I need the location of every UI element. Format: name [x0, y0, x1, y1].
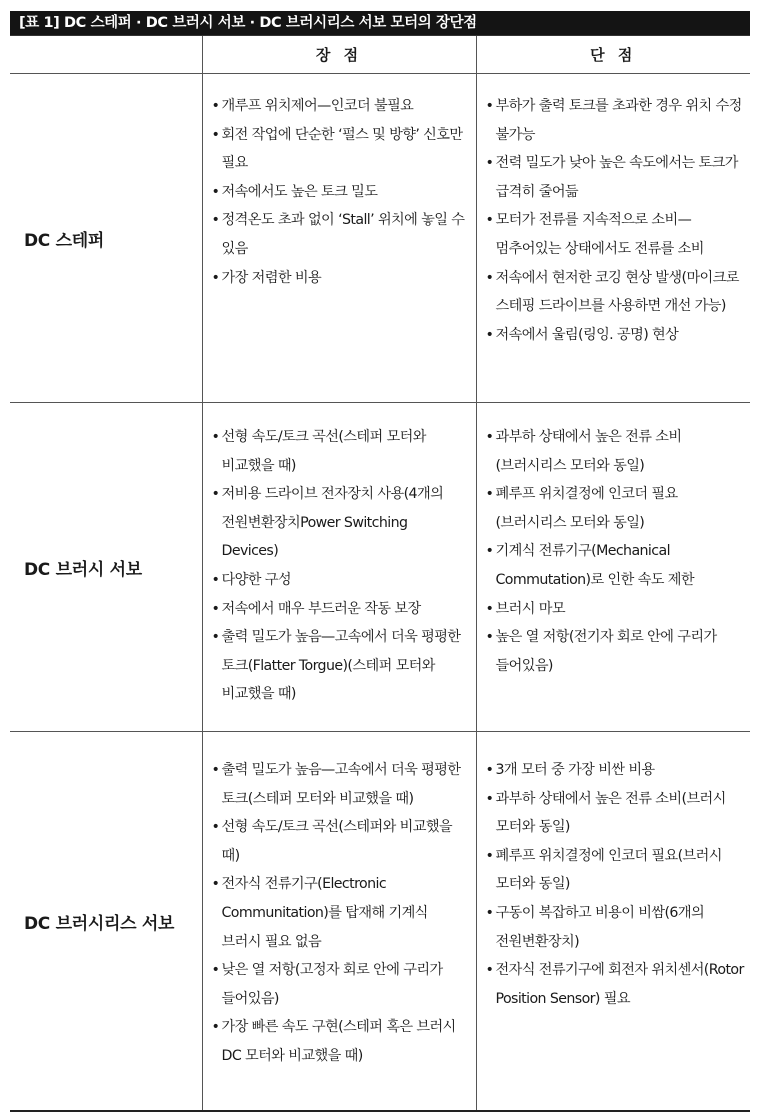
bullet-icon: • [485, 429, 494, 445]
advantages-cell [202, 74, 476, 403]
bullet-icon: • [211, 126, 220, 143]
disadvantage-text: 저속에서 울림(링잉. 공명) 현상 [495, 326, 679, 343]
disadvantage-text: 기계식 전류기구(Mechanical Commutation)로 인한 속도 제한 [495, 543, 694, 588]
bullet-icon: • [485, 326, 494, 343]
bullet-icon: • [211, 269, 220, 286]
advantage-item [203, 756, 468, 813]
advantage-text: 저속에서도 높은 토크 밀도 [221, 183, 378, 200]
bullet-icon: • [485, 486, 494, 503]
advantage-item [203, 870, 468, 956]
advantage-text: 다양한 구성 [221, 571, 291, 588]
header-row [10, 36, 750, 74]
advantage-text: 저속에서 매우 부드러운 작동 보장 [221, 600, 421, 617]
advantages-list [203, 92, 468, 292]
advantage-text: 선형 속도/토크 곡선(스테퍼 모터와 비교했을 때) [221, 429, 426, 474]
bullet-icon: • [485, 962, 494, 979]
advantage-text: 가장 빠른 속도 구현(스테퍼 혹은 브러시 DC 모터와 비교했을 때) [221, 1019, 456, 1064]
advantage-item [203, 423, 468, 480]
advantage-item [203, 264, 468, 293]
disadvantage-text: 전자식 전류기구에 회전자 위치센서(Rotor Position Sensor) 필요 [495, 962, 744, 1007]
bullet-icon: • [211, 486, 220, 503]
bullet-icon: • [485, 847, 494, 864]
advantage-item [203, 623, 468, 709]
advantage-item [203, 1013, 468, 1070]
advantage-item [203, 178, 468, 207]
bullet-icon: • [211, 819, 220, 836]
disadvantages-cell [476, 732, 750, 1112]
motor-name: DC 브러시 서보 [10, 403, 202, 732]
motor-name: DC 브러시리스 서보 [10, 732, 202, 1112]
disadvantage-item [477, 480, 745, 537]
bullet-icon: • [211, 98, 220, 114]
disadvantage-text: 저속에서 현저한 코깅 현상 발생(마이크로 스테핑 드라이브를 사용하면 개선 가능) [495, 269, 739, 315]
disadvantages-list [477, 756, 745, 1013]
header-disadvantages: 단 점 [476, 36, 750, 74]
table-row [10, 403, 750, 732]
bullet-icon: • [485, 629, 494, 646]
bullet-icon: • [485, 98, 494, 114]
bullet-icon: • [485, 790, 494, 807]
disadvantage-item [477, 149, 745, 206]
advantage-item [203, 566, 468, 595]
disadvantage-text: 구동이 복잡하고 비용이 비쌈(6개의 전원변환장치) [495, 904, 705, 950]
disadvantage-text: 과부하 상태에서 높은 전류 소비(브러시리스 모터와 동일) [495, 429, 682, 474]
advantage-item [203, 92, 468, 121]
disadvantage-item [477, 842, 745, 899]
advantages-cell [202, 732, 476, 1112]
advantage-item [203, 956, 468, 1013]
table-title: [표 1] DC 스테퍼 · DC 브러시 서보 · DC 브러시리스 서보 모터의 장단점 [10, 11, 750, 35]
disadvantage-text: 브러시 마모 [495, 600, 565, 617]
advantage-item [203, 595, 468, 624]
disadvantages-list [477, 423, 745, 680]
bullet-icon: • [485, 600, 494, 617]
advantage-text: 선형 속도/토크 곡선(스테퍼와 비교했을 때) [221, 819, 453, 864]
comparison-table [10, 36, 750, 1112]
disadvantage-text: 높은 열 저항(전기자 회로 안에 구리가 들어있음) [495, 629, 717, 674]
disadvantage-text: 과부하 상태에서 높은 전류 소비(브러시 모터와 동일) [495, 790, 726, 836]
bullet-icon: • [485, 762, 494, 778]
bullet-icon: • [211, 183, 220, 200]
bullet-icon: • [211, 600, 220, 617]
advantage-item [203, 206, 468, 263]
header-advantages: 장 점 [202, 36, 476, 74]
disadvantage-item [477, 92, 745, 149]
bullet-icon: • [211, 762, 220, 778]
bullet-icon: • [211, 571, 220, 588]
disadvantage-text: 전력 밀도가 낮아 높은 속도에서는 토크가 급격히 줄어듦 [495, 155, 738, 200]
advantage-item [203, 813, 468, 870]
advantage-text: 저비용 드라이브 전자장치 사용(4개의 전원변환장치Power Switching Devices) [221, 486, 444, 560]
bullet-icon: • [485, 543, 494, 560]
disadvantages-list [477, 92, 745, 349]
bullet-icon: • [485, 904, 494, 921]
advantages-list [203, 423, 468, 709]
disadvantage-item [477, 785, 745, 842]
disadvantage-item [477, 956, 745, 1013]
disadvantage-item [477, 756, 745, 785]
motor-name: DC 스테퍼 [10, 74, 202, 403]
disadvantage-item [477, 321, 745, 350]
bullet-icon: • [485, 155, 494, 172]
advantage-text: 전자식 전류기구(Electronic Communitation)를 탑재해 기계식 브러시 필요 없음 [221, 876, 428, 950]
advantage-text: 개루프 위치제어—인코더 불필요 [221, 98, 414, 114]
disadvantage-item [477, 264, 745, 321]
bullet-icon: • [211, 629, 220, 646]
disadvantage-item [477, 537, 745, 594]
advantage-text: 회전 작업에 단순한 ‘펄스 및 방향’ 신호만 필요 [221, 126, 463, 172]
bullet-icon: • [211, 212, 220, 229]
advantage-item [203, 121, 468, 178]
header-empty-cell [10, 36, 202, 74]
disadvantage-text: 폐루프 위치결정에 인코더 필요(브러시리스 모터와 동일) [495, 486, 678, 531]
disadvantage-text: 모터가 전류를 지속적으로 소비—멈추어있는 상태에서도 전류를 소비 [495, 212, 704, 257]
bullet-icon: • [211, 429, 220, 445]
disadvantage-item [477, 623, 745, 680]
bullet-icon: • [485, 212, 494, 229]
advantage-item [203, 480, 468, 566]
disadvantage-text: 폐루프 위치결정에 인코더 필요(브러시 모터와 동일) [495, 847, 722, 893]
disadvantage-item [477, 206, 745, 263]
advantage-text: 출력 밀도가 높음—고속에서 더욱 평평한 토크(스테퍼 모터와 비교했을 때) [221, 762, 461, 807]
advantage-text: 가장 저렴한 비용 [221, 269, 322, 286]
disadvantage-text: 3개 모터 중 가장 비싼 비용 [495, 762, 655, 778]
advantage-text: 정격온도 초과 없이 ‘Stall’ 위치에 놓일 수 있음 [221, 212, 465, 257]
bullet-icon: • [211, 876, 220, 893]
disadvantage-item [477, 595, 745, 624]
advantage-text: 출력 밀도가 높음—고속에서 더욱 평평한 토크(Flatter Torgue)(스테퍼 모터와 비교했을 때) [221, 629, 461, 703]
advantages-list [203, 756, 468, 1071]
bullet-icon: • [485, 269, 494, 286]
bullet-icon: • [211, 1019, 220, 1036]
disadvantage-item [477, 899, 745, 956]
advantages-cell [202, 403, 476, 732]
bullet-icon: • [211, 962, 220, 979]
table-row [10, 74, 750, 403]
advantage-text: 낮은 열 저항(고정자 회로 안에 구리가 들어있음) [221, 962, 443, 1007]
disadvantage-text: 부하가 출력 토크를 초과한 경우 위치 수정 불가능 [495, 98, 742, 143]
table-row [10, 732, 750, 1112]
disadvantage-item [477, 423, 745, 480]
disadvantages-cell [476, 74, 750, 403]
disadvantages-cell [476, 403, 750, 732]
